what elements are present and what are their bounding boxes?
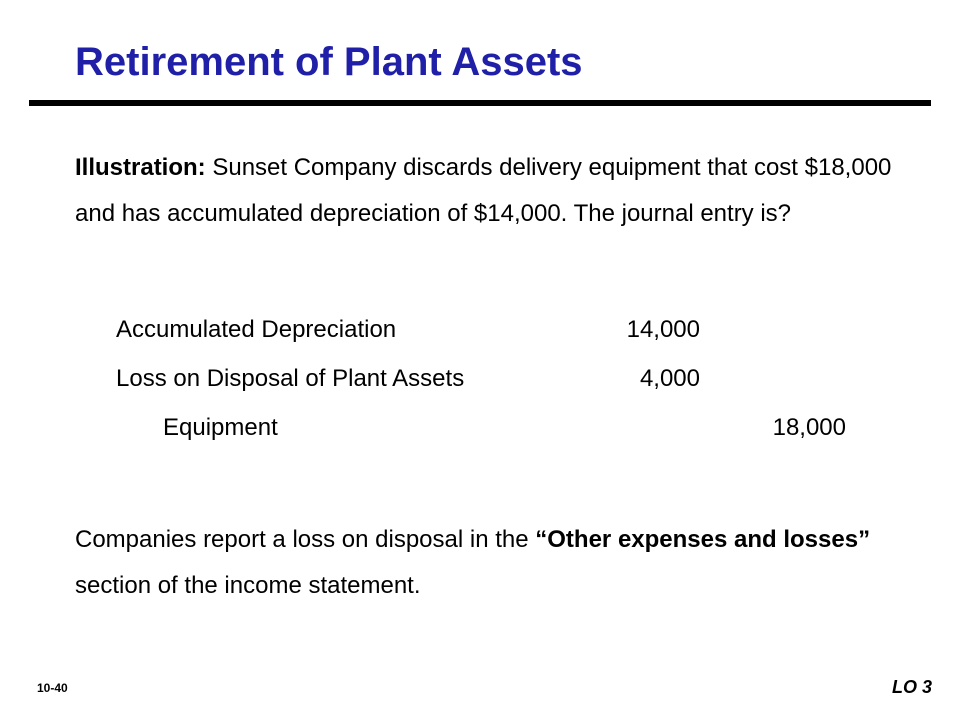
slide-title: Retirement of Plant Assets	[75, 40, 583, 84]
disposal-note	[75, 517, 925, 609]
journal-credit: 18,000	[772, 414, 846, 441]
note-emphasis: “Other expenses and losses”	[535, 526, 871, 553]
journal-account: Loss on Disposal of Plant Assets	[116, 365, 465, 392]
title-divider	[29, 100, 931, 106]
learning-objective-tag: LO 3	[891, 677, 932, 697]
journal-entry-row	[0, 405, 960, 451]
journal-entry-row	[0, 307, 960, 353]
journal-entry-row	[0, 356, 960, 402]
illustration-lead: Illustration:	[75, 154, 206, 181]
slide-number: 10-40	[37, 681, 68, 695]
journal-debit: 4,000	[639, 365, 700, 392]
journal-account: Equipment	[163, 414, 278, 441]
journal-account: Accumulated Depreciation	[116, 316, 397, 343]
note-text-end: section of the income statement.	[75, 572, 421, 599]
journal-debit: 14,000	[626, 316, 700, 343]
note-text-start: Companies report a loss on disposal in the	[75, 526, 536, 553]
illustration-paragraph	[75, 145, 925, 237]
illustration-text: Sunset Company discards delivery equipment that cost $18,000 and has accumulated depreciation of $14,000. The journal entry is?	[75, 154, 892, 227]
